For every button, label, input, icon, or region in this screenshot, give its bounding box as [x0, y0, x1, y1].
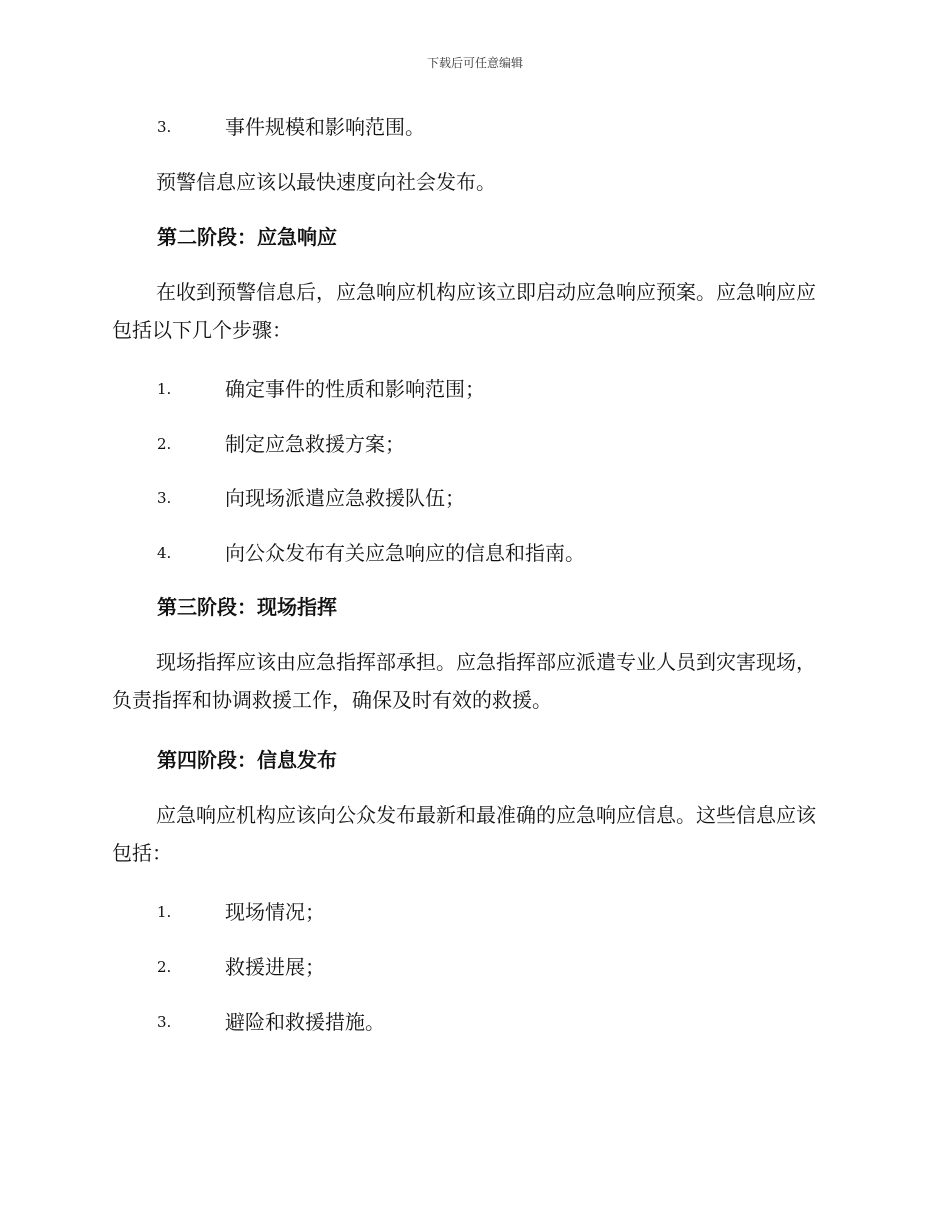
list-number: 3. — [157, 118, 172, 136]
paragraph-section-4: 应急响应机构应该向公众发布最新和最准确的应急响应信息。这些信息应该包括： — [112, 803, 816, 865]
section-heading-3: 第三阶段：现场指挥 — [157, 595, 337, 619]
list-number: 1. — [157, 903, 172, 921]
list-number: 3. — [157, 1013, 172, 1031]
list-item — [112, 429, 832, 459]
list-text: 制定应急救援方案； — [225, 432, 405, 456]
section-heading-2: 第二阶段：应急响应 — [157, 225, 337, 249]
list-item — [112, 374, 832, 404]
paragraph-warning: 预警信息应该以最快速度向社会发布。 — [156, 170, 496, 194]
list-item — [112, 538, 832, 568]
paragraph-section-3: 现场指挥应该由应急指挥部承担。应急指挥部应派遣专业人员到灾害现场，负责指挥和协调救援工作，确保及时有效的救援。 — [112, 650, 816, 712]
list-text: 确定事件的性质和影响范围； — [225, 377, 485, 401]
list-number: 1. — [157, 380, 172, 398]
list-text: 事件规模和影响范围。 — [225, 115, 425, 139]
paragraph-section-2: 在收到预警信息后，应急响应机构应该立即启动应急响应预案。应急响应应包括以下几个步骤： — [112, 280, 816, 342]
list-item — [112, 483, 832, 513]
list-text: 向现场派遣应急救援队伍； — [225, 486, 465, 510]
list-text: 救援进展； — [225, 955, 325, 979]
page-header-note: 下载后可任意编辑 — [426, 56, 523, 70]
list-number: 2. — [157, 435, 172, 453]
list-text: 现场情况； — [225, 900, 325, 924]
list-item — [112, 112, 832, 142]
list-text: 避险和救援措施。 — [225, 1010, 385, 1034]
list-item — [112, 1007, 832, 1037]
list-item — [112, 897, 832, 927]
list-text: 向公众发布有关应急响应的信息和指南。 — [225, 541, 585, 565]
section-heading-4: 第四阶段：信息发布 — [157, 748, 337, 772]
list-number: 3. — [157, 489, 172, 507]
list-item — [112, 952, 832, 982]
list-number: 4. — [157, 544, 172, 562]
list-number: 2. — [157, 958, 172, 976]
